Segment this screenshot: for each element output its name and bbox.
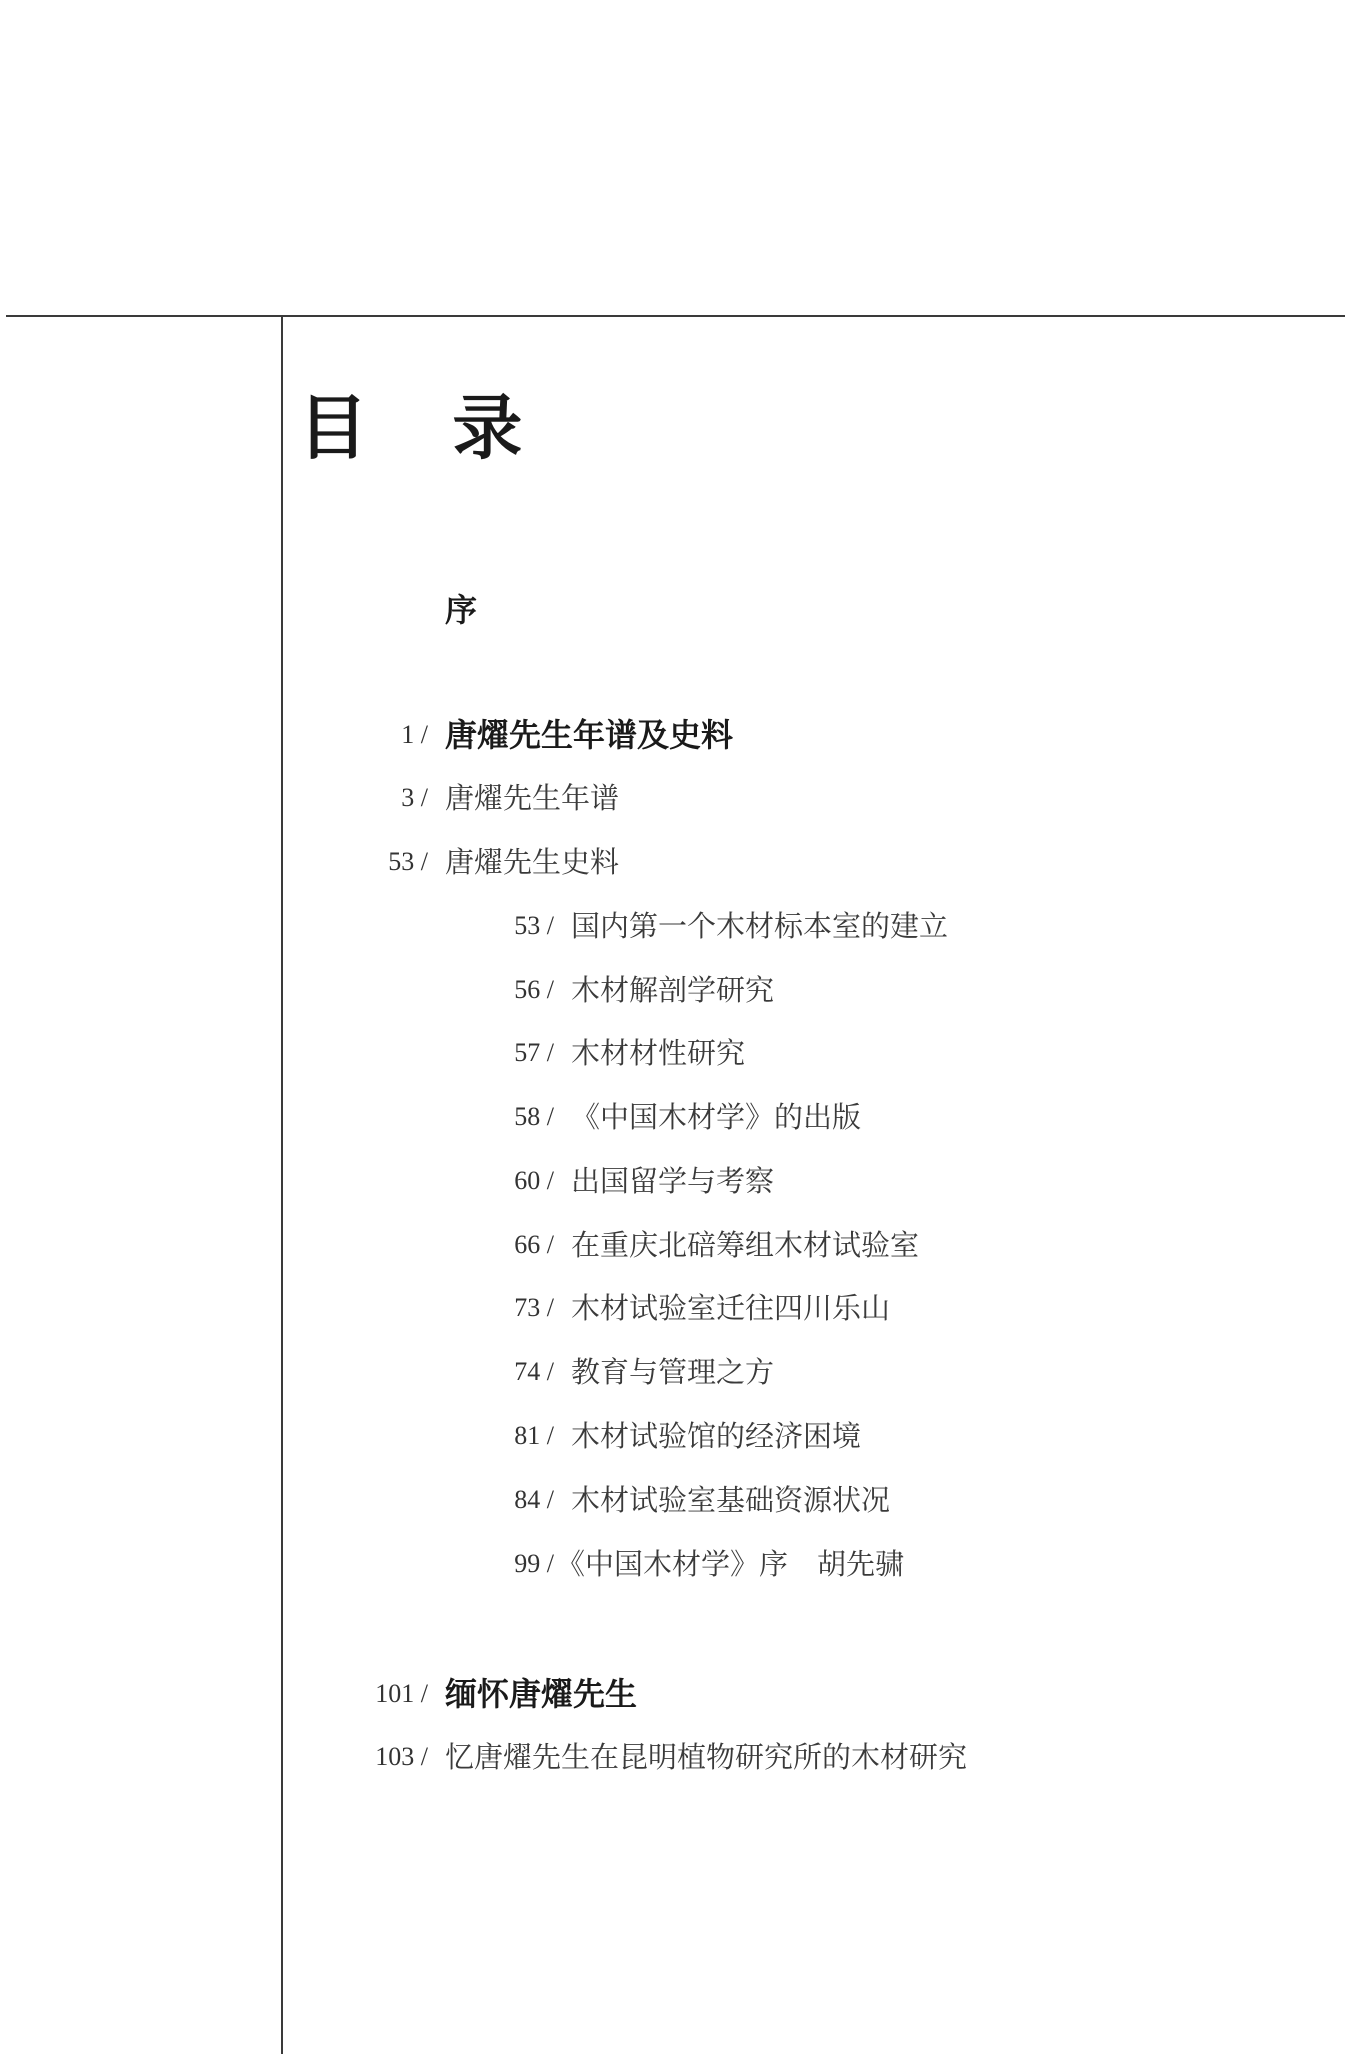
toc-subentry [430, 1225, 1050, 1265]
toc-entry-title: 木材试验馆的经济困境 [571, 1419, 862, 1453]
preface-label: 序 [445, 591, 478, 629]
toc-page-number: 101 / [375, 1679, 428, 1708]
toc-page-number: 60 / [514, 1166, 554, 1195]
toc-page-number: 53 / [388, 847, 428, 876]
toc-entry-title: 木材试验室迁往四川乐山 [571, 1291, 891, 1325]
preface-entry [445, 590, 645, 630]
toc-entry-title: 教育与管理之方 [571, 1355, 775, 1389]
toc-entry-title: 在重庆北碚筹组木材试验室 [571, 1228, 920, 1262]
toc-subentry [430, 970, 1050, 1010]
toc-entry-title: 缅怀唐燿先生 [445, 1675, 638, 1713]
toc-subentry [430, 1352, 1050, 1392]
toc-entry-title: 唐燿先生年谱 [445, 781, 620, 815]
page-title: 目 录 [298, 387, 553, 469]
toc-page-number: 84 / [514, 1485, 554, 1514]
toc-subentry [430, 1480, 1050, 1520]
toc-subentry [430, 1416, 1050, 1456]
toc-entry-title: 国内第一个木材标本室的建立 [571, 909, 949, 943]
toc-entry-title: 木材试验室基础资源状况 [571, 1483, 891, 1517]
toc-entry-title: 《中国木材学》序 胡先骕 [556, 1547, 905, 1581]
toc-entry [300, 842, 900, 882]
toc-entry-title: 唐燿先生年谱及史料 [445, 716, 734, 754]
toc-page-number: 56 / [514, 975, 554, 1004]
toc-entry-title: 出国留学与考察 [571, 1164, 775, 1198]
toc-entry [300, 778, 900, 818]
toc-section-heading [300, 1674, 900, 1714]
toc-page-number: 3 / [401, 783, 428, 812]
toc-page-number: 99 / [514, 1549, 554, 1578]
toc-page-number: 73 / [514, 1293, 554, 1322]
toc-page-number: 81 / [514, 1421, 554, 1450]
toc-entry [300, 1737, 1020, 1777]
toc-subentry [430, 906, 1050, 946]
toc-entry-title: 木材解剖学研究 [571, 973, 775, 1007]
toc-page-number: 74 / [514, 1357, 554, 1386]
toc-entry-title: 木材材性研究 [571, 1036, 746, 1070]
toc-page-number: 1 / [401, 720, 428, 749]
top-rule [6, 315, 1345, 317]
toc-page-number: 66 / [514, 1230, 554, 1259]
toc-subentry [430, 1544, 1050, 1584]
toc-subentry [430, 1033, 1050, 1073]
toc-page-number: 57 / [514, 1038, 554, 1067]
toc-page-number: 53 / [514, 911, 554, 940]
toc-entry-title: 《中国木材学》的出版 [571, 1100, 862, 1134]
toc-entry-title: 唐燿先生史料 [445, 845, 620, 879]
toc-subentry [430, 1288, 1050, 1328]
toc-entry-title: 忆唐燿先生在昆明植物研究所的木材研究 [445, 1740, 968, 1774]
toc-page-number: 58 / [514, 1102, 554, 1131]
toc-page-number: 103 / [375, 1742, 428, 1771]
toc-subentry [430, 1161, 1050, 1201]
toc-section-heading [300, 715, 900, 755]
toc-subentry [430, 1097, 1050, 1137]
left-margin-rule [281, 316, 283, 2054]
